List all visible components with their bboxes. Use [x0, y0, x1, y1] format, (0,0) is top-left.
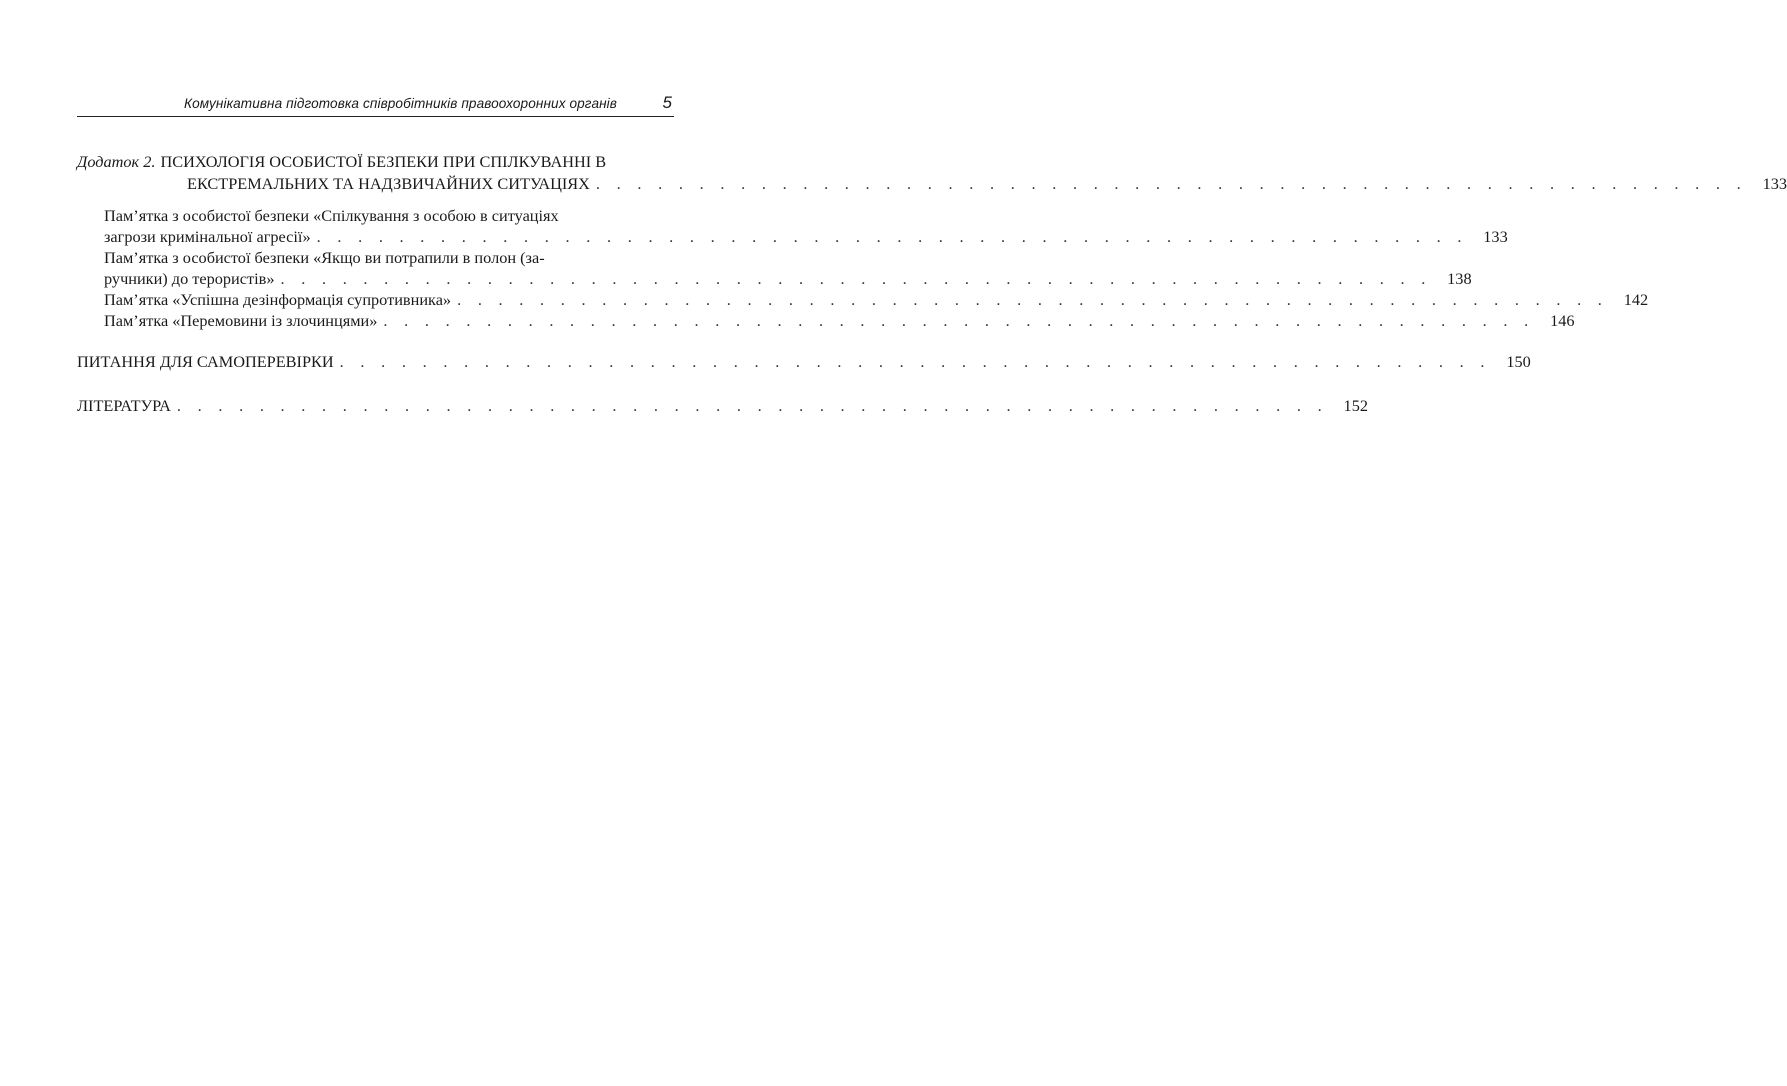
toc-page-number: 150	[1506, 352, 1531, 371]
toc-memo-title: Пам’ятка «Успішна дезінформація супротивника»	[104, 290, 452, 309]
toc-memo-title: Пам’ятка «Перемовини із злочинцями»	[104, 311, 378, 330]
toc-appendix-label: Додаток 2.	[77, 152, 156, 171]
toc-page-number: 152	[1343, 396, 1368, 415]
toc-page-number: 133	[1762, 174, 1787, 193]
page-number: 5	[662, 93, 672, 112]
toc-page-number: 142	[1623, 290, 1649, 309]
toc-entry-memo1-line1[interactable]	[104, 206, 675, 228]
toc-entry-memo1-line2[interactable]	[104, 227, 1508, 249]
toc-section-title: ПИТАННЯ ДЛЯ САМОПЕРЕВІРКИ	[77, 352, 334, 371]
toc-memo-title: Пам’ятка з особистої безпеки «Якщо ви потрапили в полон (за-	[104, 248, 545, 267]
toc-memo-title-cont: загрози кримінальної агресії»	[104, 227, 311, 246]
toc-entry-self-check[interactable]	[77, 352, 1531, 374]
dot-leader: . . . . . . . . . . . . . . . . . . . . . . . . . . . . . . . . . . . . . . . . . . . . . . . . . . . . . . . .	[316, 227, 1468, 246]
toc-section-title: ЛІТЕРАТУРА	[77, 396, 171, 415]
toc-page-number: 133	[1483, 227, 1508, 246]
dot-leader: . . . . . . . . . . . . . . . . . . . . . . . . . . . . . . . . . . . . . . . . . . . . . . . . . . . . . . . .	[383, 311, 1535, 330]
toc-entry-appendix2-line2[interactable]	[187, 174, 1787, 196]
toc-memo-title-cont: ручники) до терористів»	[104, 269, 275, 288]
toc-memo-title: Пам’ятка з особистої безпеки «Спілкування з особою в ситуаціях	[104, 206, 559, 225]
running-header-title: Комунікативна підготовка співробітників правоохоронних органів	[183, 96, 617, 111]
dot-leader: . . . . . . . . . . . . . . . . . . . . . . . . . . . . . . . . . . . . . . . . . . . . . . . . . . . . . . . .	[280, 269, 1432, 288]
toc-appendix-title-line1: ПСИХОЛОГІЯ ОСОБИСТОЇ БЕЗПЕКИ ПРИ СПІЛКУВАННІ В	[160, 152, 607, 171]
toc-page-number: 138	[1447, 269, 1472, 288]
toc-entry-memo3[interactable]	[104, 290, 1649, 312]
toc-entry-memo2-line1[interactable]	[104, 248, 675, 270]
dot-leader: . . . . . . . . . . . . . . . . . . . . . . . . . . . . . . . . . . . . . . . . . . . . . . . . . . . . . . . .	[339, 352, 1491, 371]
dot-leader: . . . . . . . . . . . . . . . . . . . . . . . . . . . . . . . . . . . . . . . . . . . . . . . . . . . . . . . .	[457, 290, 1609, 309]
running-header	[77, 94, 674, 117]
toc-entry-memo4[interactable]	[104, 311, 1575, 333]
toc-entry-appendix2-line1[interactable]	[77, 152, 675, 174]
dot-leader: . . . . . . . . . . . . . . . . . . . . . . . . . . . . . . . . . . . . . . . . . . . . . . . . . . . . . . . .	[595, 174, 1748, 193]
toc-entry-literature[interactable]	[77, 396, 1368, 418]
toc-entry-memo2-line2[interactable]	[104, 269, 1472, 291]
dot-leader: . . . . . . . . . . . . . . . . . . . . . . . . . . . . . . . . . . . . . . . . . . . . . . . . . . . . . . . .	[176, 396, 1328, 415]
toc-appendix-title-line2: ЕКСТРЕМАЛЬНИХ ТА НАДЗВИЧАЙНИХ СИТУАЦІЯХ	[187, 174, 590, 193]
toc-page-number: 146	[1550, 311, 1575, 330]
